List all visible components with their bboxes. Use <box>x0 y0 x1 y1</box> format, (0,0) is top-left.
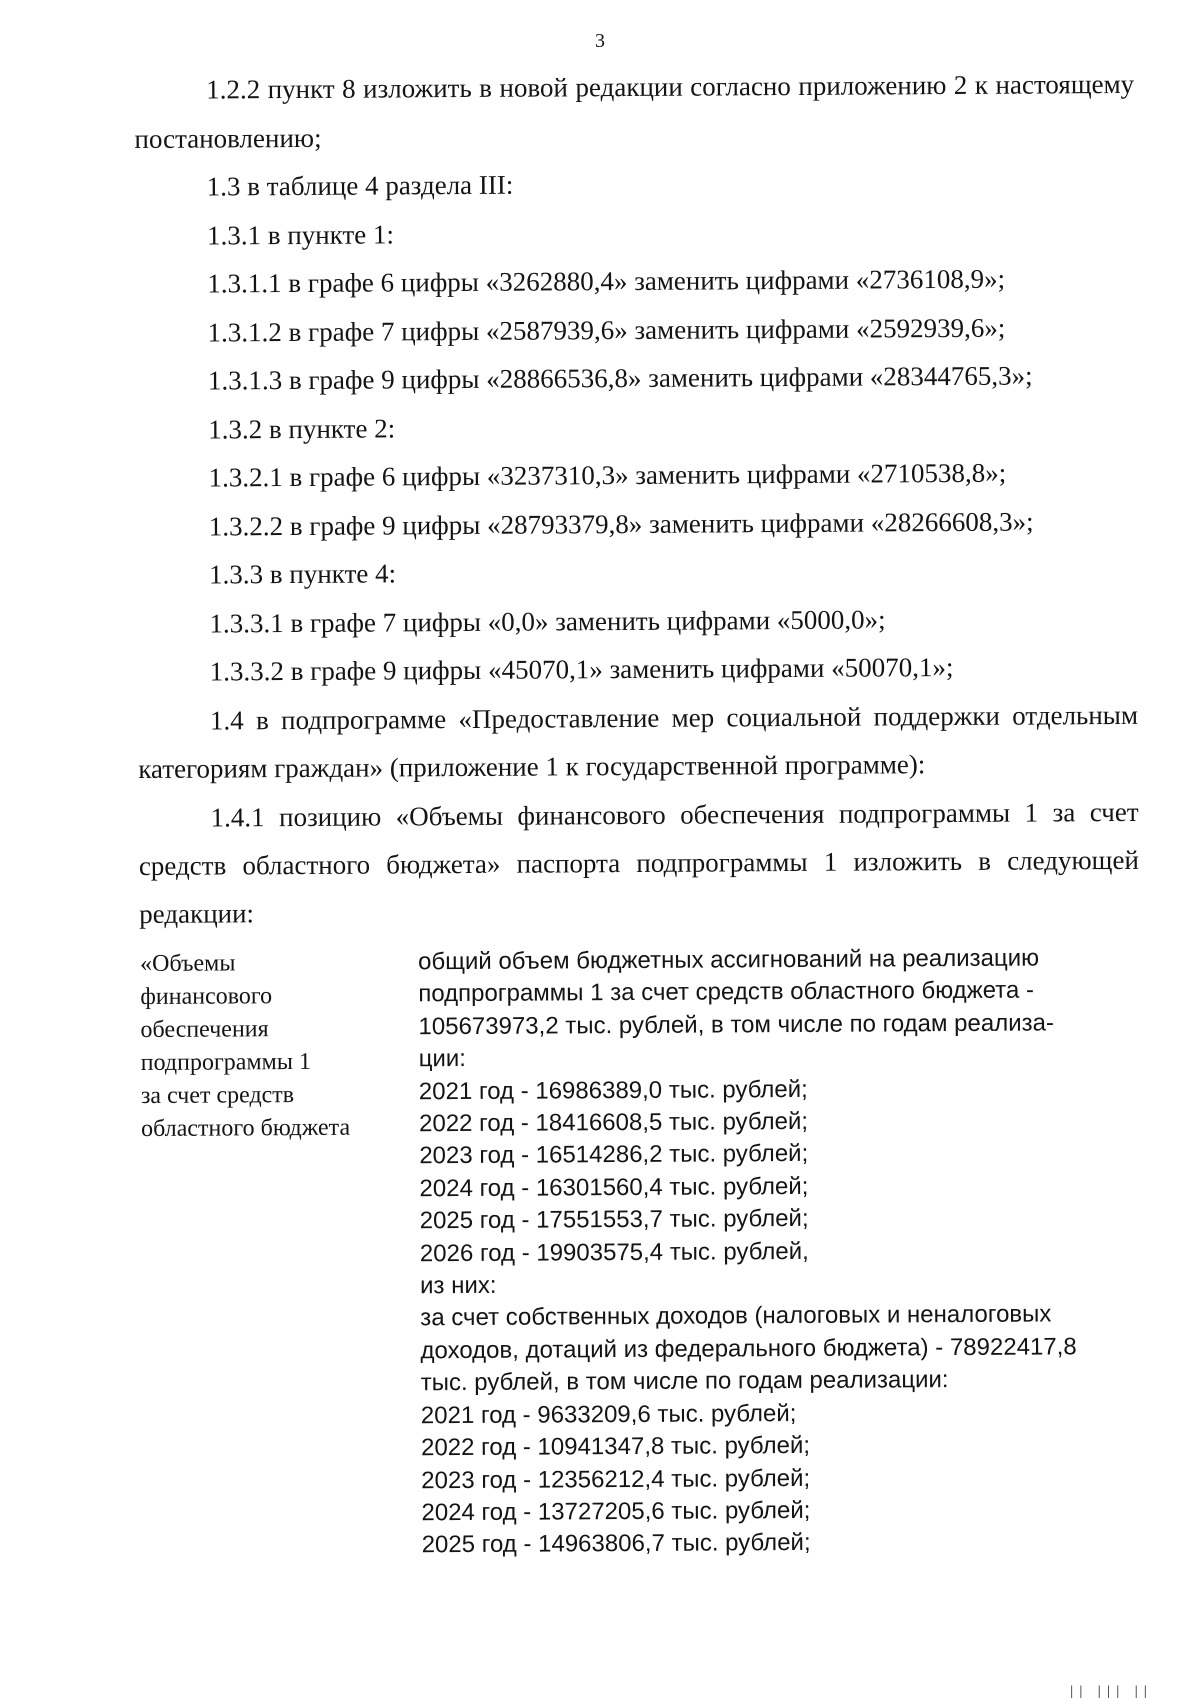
passport-label <box>140 946 422 1563</box>
passport-value-line: из них: <box>419 1271 497 1300</box>
passport-value-line: ции: <box>418 1045 466 1073</box>
passport-value-line: доходов, дотаций из федерального бюджета) - 78922417,8 <box>420 1333 1077 1365</box>
passport-value-line: 2023 год - 12356212,4 тыс. рублей; <box>421 1464 811 1494</box>
scan-edge-marks: || ||| || <box>1068 1684 1152 1698</box>
passport-value-line: 2022 год - 10941347,8 тыс. рублей; <box>420 1432 811 1462</box>
passport-value <box>418 942 1122 1562</box>
document-body <box>134 60 1139 938</box>
page-number: 3 <box>595 30 605 52</box>
passport-value-line: 2021 год - 16986389,0 тыс. рублей; <box>418 1075 808 1105</box>
passport-value-line: тыс. рублей, в том числе по годам реализации: <box>420 1366 949 1397</box>
passport-value-line: 2024 год - 16301560,4 тыс. рублей; <box>419 1172 809 1203</box>
passport-label-line: «Объемы <box>140 950 236 977</box>
passport-value-line: 2025 год - 17551553,7 тыс. рублей; <box>419 1205 809 1235</box>
paragraph-1-3-3-2: 1.3.3.2 в графе 9 цифры «45070,1» заменить цифрами «50070,1»; <box>209 652 954 687</box>
passport-value-line: 2021 год - 9633209,6 тыс. рублей; <box>420 1399 797 1429</box>
paragraph-1-3-2-2: 1.3.2.2 в графе 9 цифры «28793379,8» заменить цифрами «28266608,3»; <box>208 506 1034 542</box>
passport-value-line: за счет собственных доходов (налоговых и неналоговых <box>420 1300 1052 1332</box>
passport-value-line: 2026 год - 19903575,4 тыс. рублей, <box>419 1237 809 1267</box>
passport-table <box>140 942 1144 1564</box>
passport-label-line: обеспечения <box>140 1016 269 1043</box>
passport-label-line: финансового <box>140 983 273 1010</box>
paragraph-1-3-1-3: 1.3.1.3 в графе 9 цифры «28866536,8» заменить цифрами «28344765,3»; <box>207 360 1033 396</box>
passport-value-line: 2022 год - 18416608,5 тыс. рублей; <box>418 1107 809 1138</box>
passport-value-line: 2025 год - 14963806,7 тыс. рублей; <box>421 1529 811 1559</box>
paragraph-1-3-3: 1.3.3 в пункте 4: <box>209 558 397 590</box>
paragraph-1-3-1-1: 1.3.1.1 в графе 6 цифры «3262880,4» заменить цифрами «2736108,9»; <box>207 263 1006 299</box>
paragraph-1-4-1: 1.4.1 позицию «Объемы финансового обеспечения подпрограммы 1 за счет средств областного бюджета» паспорта подпрограммы 1 изложить в следующей редакции: <box>138 796 1139 929</box>
passport-label-line: за счет средств <box>140 1082 295 1109</box>
paragraph-1-4: 1.4 в подпрограмме «Предоставление мер социальной поддержки отдельным категориям граждан» (приложение 1 к государственной программе): <box>138 699 1139 784</box>
paragraph-1-3-2-1: 1.3.2.1 в графе 6 цифры «3237310,3» заменить цифрами «2710538,8»; <box>208 457 1007 493</box>
passport-value-line: 2024 год - 13727205,6 тыс. рублей; <box>421 1496 811 1527</box>
paragraph-1-3: 1.3 в таблице 4 раздела III: <box>206 169 514 202</box>
paragraph-1-2-2: 1.2.2 пункт 8 изложить в новой редакции согласно приложению 2 к настоящему постановлению; <box>134 68 1135 154</box>
passport-label-line: областного бюджета <box>141 1114 351 1142</box>
paragraph-1-3-1-2: 1.3.1.2 в графе 7 цифры «2587939,6» заменить цифрами «2592939,6»; <box>207 312 1006 348</box>
passport-value-line: подпрограммы 1 за счет средств областного бюджета - <box>418 976 1035 1008</box>
passport-value-line: 2023 год - 16514286,2 тыс. рублей; <box>419 1140 809 1170</box>
passport-value-line: 105673973,2 тыс. рублей, в том числе по годам реализа- <box>418 1009 1055 1041</box>
paragraph-1-3-2: 1.3.2 в пункте 2: <box>208 412 396 445</box>
paragraph-1-3-3-1: 1.3.3.1 в графе 7 цифры «0,0» заменить цифрами «5000,0»; <box>209 603 886 639</box>
passport-label-line: подпрограммы 1 <box>140 1048 311 1076</box>
passport-value-line: общий объем бюджетных ассигнований на реализацию <box>418 944 1040 976</box>
paragraph-1-3-1: 1.3.1 в пункте 1: <box>206 218 395 251</box>
